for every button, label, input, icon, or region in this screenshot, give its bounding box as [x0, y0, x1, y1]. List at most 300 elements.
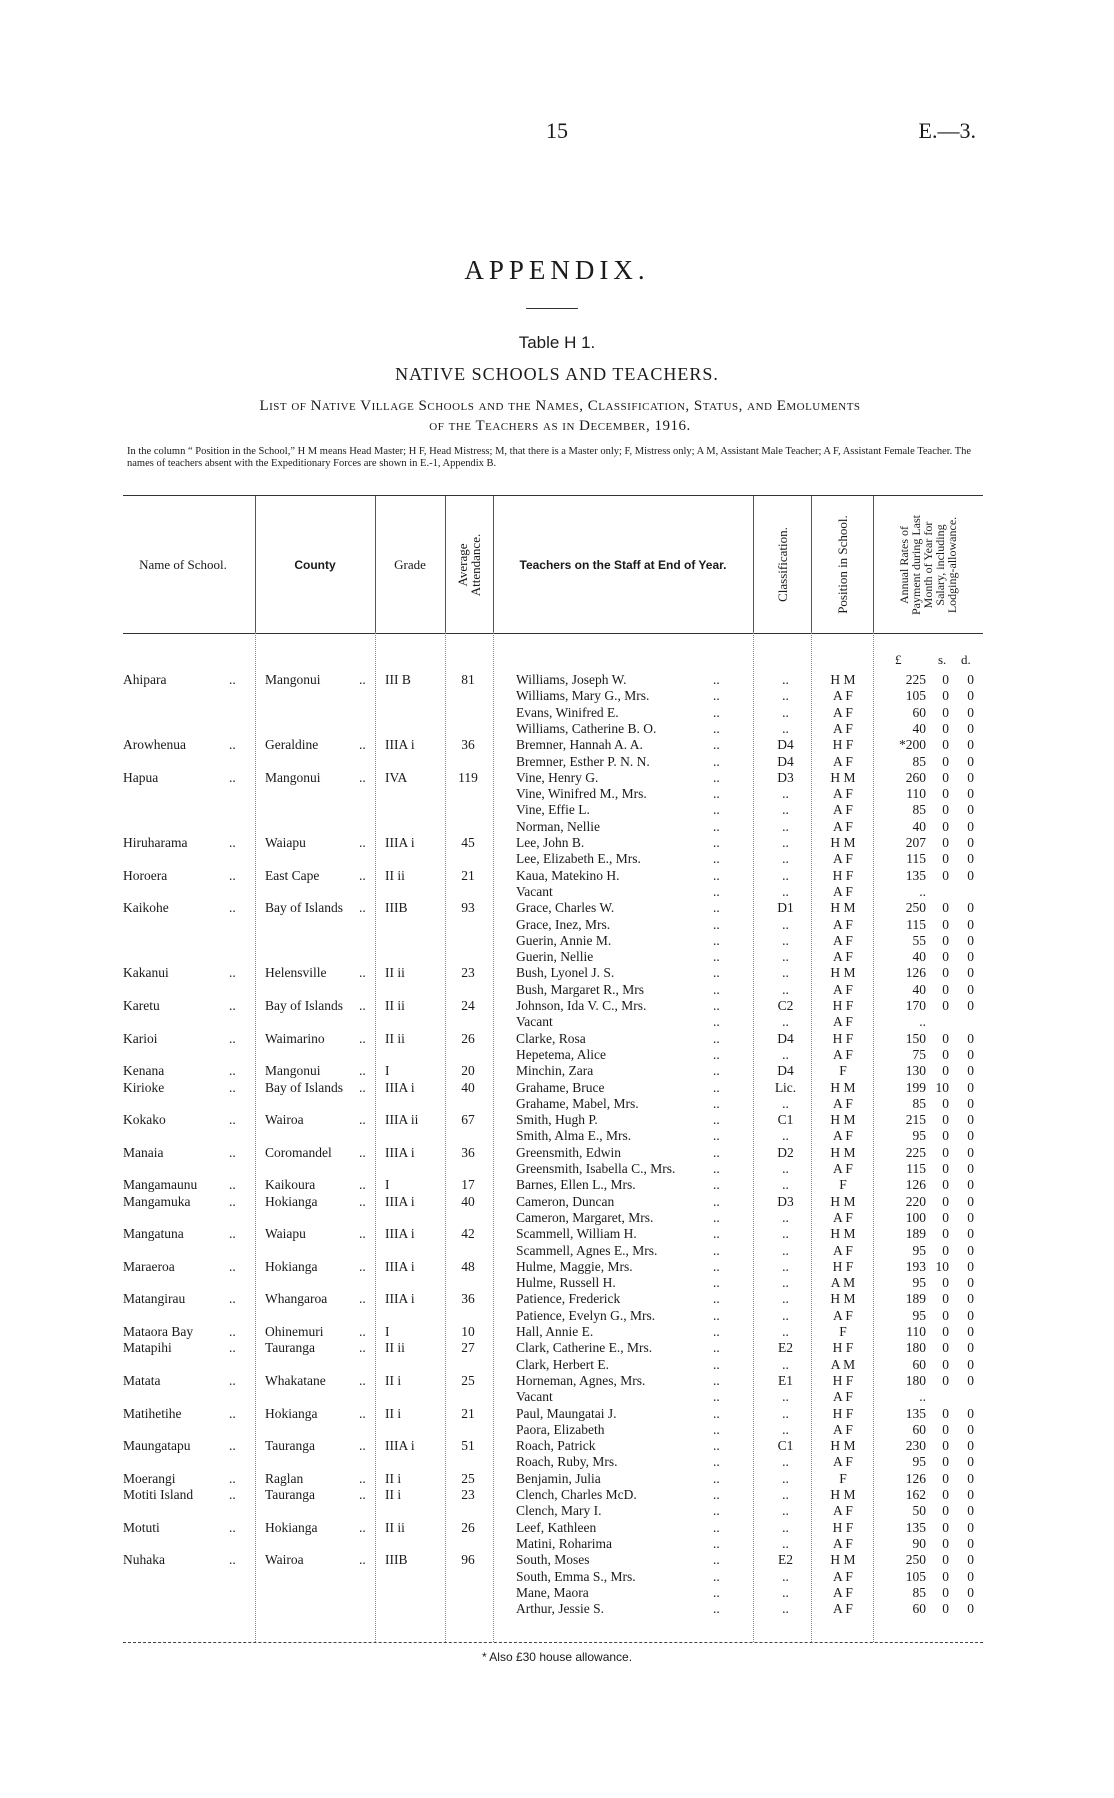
salary-pence: 0	[967, 802, 974, 818]
salary-pounds: 189	[905, 1226, 926, 1242]
average-attendance: 96	[461, 1552, 475, 1568]
table-row	[123, 1177, 983, 1193]
teacher-name: Vine, Henry G.	[516, 769, 599, 785]
leader-dots: ..	[359, 737, 366, 753]
teacher-name: Williams, Catherine B. O.	[516, 720, 657, 736]
table-row	[123, 786, 983, 802]
grade: II i	[385, 1470, 402, 1486]
table-row	[123, 1471, 983, 1487]
leader-dots: ..	[229, 1372, 236, 1388]
salary-pence: 0	[967, 672, 974, 687]
classification: ..	[782, 1519, 789, 1535]
table-note: In the column “ Position in the School,” H M means Head Master; H F, Head Mistress; M, that there is a Master only; F, Mistress only; A M, Assistant Male Teacher; A F, Assistant Female Teacher. The names of teachers absent with the Expeditionary Forces are shown in E.-1, Appendix B.	[127, 446, 972, 469]
leader-dots: ..	[713, 704, 720, 720]
position: H F	[832, 867, 854, 883]
position: H M	[830, 1079, 856, 1095]
salary-shillings: 0	[942, 1112, 949, 1128]
table-row	[123, 900, 983, 916]
position: A F	[833, 688, 853, 704]
salary-pence: 0	[967, 900, 974, 916]
salary-pence: 0	[967, 720, 974, 736]
teacher-name: Lee, John B.	[516, 835, 585, 850]
school-name: Maungatapu	[123, 1438, 191, 1454]
teacher-name: Smith, Hugh P.	[516, 1112, 598, 1128]
county-name: Coromandel	[265, 1144, 332, 1160]
header-grade	[375, 496, 445, 633]
average-attendance: 40	[461, 1079, 475, 1095]
salary-pounds: ..	[919, 883, 926, 899]
teacher-name: Hall, Annie E.	[516, 1324, 594, 1339]
leader-dots: ..	[713, 1487, 720, 1502]
classification: ..	[782, 1454, 789, 1470]
position: A F	[833, 1242, 853, 1258]
table-row	[123, 1063, 983, 1079]
position: H M	[830, 1291, 856, 1307]
salary-shillings: 0	[942, 688, 949, 704]
salary-pence: 0	[967, 1161, 974, 1176]
table-row	[123, 705, 983, 721]
salary-pence: 0	[967, 1128, 974, 1144]
salary-pence: 0	[967, 737, 974, 753]
average-attendance: 93	[461, 900, 475, 916]
position: A F	[833, 1128, 853, 1144]
salary-pence: 0	[967, 1209, 974, 1225]
salary-shillings: 0	[942, 932, 949, 948]
document-reference: E.—3.	[918, 118, 976, 143]
position: F	[839, 1177, 847, 1193]
header-attendance-label: Average Attendance.	[455, 533, 483, 596]
leader-dots: ..	[359, 1112, 366, 1128]
salary-pounds: 60	[912, 1421, 926, 1437]
grade: III B	[385, 672, 411, 687]
header-salary	[873, 496, 983, 633]
average-attendance: 40	[461, 1193, 475, 1209]
salary-pounds: ..	[919, 1014, 926, 1030]
salary-shillings: 0	[942, 1470, 949, 1486]
salary-shillings: 0	[942, 786, 949, 802]
salary-pence: 0	[967, 704, 974, 720]
header-school	[123, 496, 243, 633]
salary-shillings: 0	[942, 1535, 949, 1551]
table-row	[123, 1324, 983, 1340]
leader-dots: ..	[713, 1095, 720, 1111]
position: H M	[830, 672, 856, 687]
classification: ..	[782, 1095, 789, 1111]
county-name: Whakatane	[265, 1372, 326, 1388]
leader-dots: ..	[713, 1177, 720, 1193]
position: A F	[833, 1421, 853, 1437]
classification: ..	[782, 1405, 789, 1421]
salary-pounds: 215	[905, 1112, 926, 1128]
leader-dots: ..	[713, 1307, 720, 1323]
salary-shillings: 0	[942, 835, 949, 850]
table-row	[123, 851, 983, 867]
salary-pounds: 60	[912, 704, 926, 720]
salary-pounds: 180	[905, 1372, 926, 1388]
teacher-name: Lee, Elizabeth E., Mrs.	[516, 851, 641, 867]
grade: II ii	[385, 1030, 405, 1046]
average-attendance: 81	[461, 672, 475, 687]
leader-dots: ..	[713, 900, 720, 916]
classification: ..	[782, 949, 789, 965]
teacher-name: Smith, Alma E., Mrs.	[516, 1128, 632, 1144]
leader-dots: ..	[359, 1519, 366, 1535]
position: A M	[830, 1275, 856, 1291]
salary-pounds: 126	[905, 1177, 926, 1193]
classification: ..	[782, 1014, 789, 1030]
leader-dots: ..	[359, 867, 366, 883]
salary-pounds: 180	[905, 1340, 926, 1356]
leader-dots: ..	[229, 1030, 236, 1046]
salary-pence: 0	[967, 1242, 974, 1258]
classification: C2	[777, 998, 794, 1013]
grade: IIIB	[385, 900, 408, 916]
position: H F	[832, 998, 854, 1013]
teacher-name: Williams, Joseph W.	[516, 672, 627, 687]
school-name: Motuti	[123, 1519, 160, 1535]
leader-dots: ..	[713, 1046, 720, 1062]
salary-pence: 0	[967, 1601, 974, 1617]
salary-pence: 0	[967, 1487, 974, 1502]
classification: ..	[782, 867, 789, 883]
table-row	[123, 1047, 983, 1063]
school-name: Mataora Bay	[123, 1324, 194, 1339]
teacher-name: Barnes, Ellen L., Mrs.	[516, 1177, 636, 1193]
salary-pounds: ..	[919, 1389, 926, 1405]
teacher-name: Cameron, Duncan	[516, 1193, 615, 1209]
salary-pounds: 105	[905, 688, 926, 704]
position: A F	[833, 818, 853, 834]
pence-heading: d.	[961, 652, 971, 667]
table-row	[123, 1357, 983, 1373]
position: A F	[833, 1095, 853, 1111]
salary-pence: 0	[967, 1356, 974, 1372]
school-name: Ahipara	[123, 672, 167, 687]
salary-shillings: 0	[942, 1095, 949, 1111]
salary-shillings: 0	[942, 672, 949, 687]
classification: ..	[782, 1356, 789, 1372]
leader-dots: ..	[359, 1030, 366, 1046]
classification: E1	[778, 1372, 793, 1388]
average-attendance: 25	[461, 1470, 475, 1486]
table-row	[123, 1291, 983, 1307]
classification: C1	[777, 1438, 794, 1454]
county-name: Hokianga	[265, 1519, 318, 1535]
classification: ..	[782, 981, 789, 997]
salary-shillings: 0	[942, 1242, 949, 1258]
salary-shillings: 0	[942, 949, 949, 965]
leader-dots: ..	[713, 981, 720, 997]
teacher-name: Guerin, Annie M.	[516, 932, 612, 948]
salary-shillings: 0	[942, 1454, 949, 1470]
leader-dots: ..	[713, 1030, 720, 1046]
position: A F	[833, 1503, 853, 1519]
table-row	[123, 835, 983, 851]
grade: IIIA ii	[385, 1112, 419, 1128]
salary-shillings: 0	[942, 1046, 949, 1062]
salary-pence: 0	[967, 818, 974, 834]
leader-dots: ..	[713, 1128, 720, 1144]
classification: ..	[782, 1324, 789, 1339]
leader-dots: ..	[713, 1552, 720, 1568]
salary-pounds: 40	[912, 720, 926, 736]
table-row	[123, 1145, 983, 1161]
leader-dots: ..	[713, 1209, 720, 1225]
salary-pence: 0	[967, 1405, 974, 1421]
teacher-name: Clench, Charles McD.	[516, 1487, 637, 1502]
position: H M	[830, 1438, 856, 1454]
classification: ..	[782, 786, 789, 802]
teacher-name: Cameron, Margaret, Mrs.	[516, 1209, 654, 1225]
salary-pence: 0	[967, 1030, 974, 1046]
teacher-name: Leef, Kathleen	[516, 1519, 597, 1535]
county-name: Mangonui	[265, 1063, 321, 1079]
teacher-name: Clark, Catherine E., Mrs.	[516, 1340, 653, 1356]
county-name: East Cape	[265, 867, 320, 883]
leader-dots: ..	[713, 1584, 720, 1600]
table-row	[123, 1096, 983, 1112]
teacher-name: Grace, Inez, Mrs.	[516, 916, 611, 932]
county-name: Waiapu	[265, 835, 306, 850]
leader-dots: ..	[359, 1405, 366, 1421]
teacher-name: Mane, Maora	[516, 1584, 589, 1600]
salary-shillings: 0	[942, 1177, 949, 1193]
classification: ..	[782, 1421, 789, 1437]
salary-pence: 0	[967, 867, 974, 883]
grade: IVA	[385, 769, 408, 785]
classification: ..	[782, 1389, 789, 1405]
table-row	[123, 1389, 983, 1405]
average-attendance: 36	[461, 1144, 475, 1160]
table-row	[123, 1438, 983, 1454]
school-name: Kirioke	[123, 1079, 165, 1095]
salary-pounds: 135	[905, 1519, 926, 1535]
classification: ..	[782, 704, 789, 720]
salary-pence: 0	[967, 1421, 974, 1437]
classification: ..	[782, 1209, 789, 1225]
salary-pounds: 230	[905, 1438, 926, 1454]
salary-pence: 0	[967, 998, 974, 1013]
table-row	[123, 1259, 983, 1275]
table-row	[123, 1585, 983, 1601]
teacher-name: Bremner, Esther P. N. N.	[516, 753, 650, 769]
table-row	[123, 819, 983, 835]
position: H M	[830, 1487, 856, 1502]
salary-pounds: 115	[906, 851, 926, 867]
teacher-name: South, Moses	[516, 1552, 590, 1568]
position: A F	[833, 851, 853, 867]
teacher-name: Scammell, William H.	[516, 1226, 637, 1242]
salary-pence: 0	[967, 688, 974, 704]
position: A F	[833, 1535, 853, 1551]
school-name: Horoera	[123, 867, 168, 883]
salary-shillings: 0	[942, 1324, 949, 1339]
classification: ..	[782, 883, 789, 899]
classification: C1	[777, 1112, 794, 1128]
salary-shillings: 0	[942, 802, 949, 818]
position: A F	[833, 1014, 853, 1030]
list-title	[130, 396, 990, 436]
salary-pence: 0	[967, 1079, 974, 1095]
table-row	[123, 1503, 983, 1519]
school-name: Karioi	[123, 1030, 158, 1046]
leader-dots: ..	[713, 835, 720, 850]
school-name: Matihetihe	[123, 1405, 182, 1421]
teacher-name: Grace, Charles W.	[516, 900, 615, 916]
salary-pence: 0	[967, 1568, 974, 1584]
classification: D3	[777, 1193, 794, 1209]
position: A F	[833, 720, 853, 736]
position: A F	[833, 1568, 853, 1584]
teacher-name: Johnson, Ida V. C., Mrs.	[516, 998, 647, 1013]
position: A F	[833, 704, 853, 720]
leader-dots: ..	[713, 1519, 720, 1535]
leader-dots: ..	[229, 1291, 236, 1307]
salary-pence: 0	[967, 1193, 974, 1209]
salary-shillings: 0	[942, 737, 949, 753]
leader-dots: ..	[713, 949, 720, 965]
leader-dots: ..	[229, 1340, 236, 1356]
salary-pounds: 85	[912, 1584, 926, 1600]
leader-dots: ..	[713, 737, 720, 753]
table-row	[123, 1569, 983, 1585]
school-name: Kokako	[123, 1112, 166, 1128]
position: A F	[833, 1307, 853, 1323]
position: A F	[833, 949, 853, 965]
leader-dots: ..	[713, 998, 720, 1013]
leader-dots: ..	[359, 998, 366, 1013]
grade: IIIA i	[385, 1193, 415, 1209]
salary-pounds: 130	[905, 1063, 926, 1079]
table-row	[123, 982, 983, 998]
salary-pounds: 250	[905, 1552, 926, 1568]
salary-pounds: 85	[912, 802, 926, 818]
table-row	[123, 1226, 983, 1242]
salary-pounds: 50	[912, 1503, 926, 1519]
list-title-line-1: List of Native Village Schools and the Names, Classification, Status, and Emoluments	[259, 398, 861, 414]
school-name: Hapua	[123, 769, 159, 785]
teacher-name: Vine, Effie L.	[516, 802, 590, 818]
salary-shillings: 0	[942, 1226, 949, 1242]
position: H M	[830, 1112, 856, 1128]
salary-shillings: 0	[942, 965, 949, 981]
leader-dots: ..	[713, 1161, 720, 1176]
salary-pounds: 100	[905, 1209, 926, 1225]
header-teachers	[493, 496, 753, 633]
leader-dots: ..	[713, 1324, 720, 1339]
average-attendance: 24	[461, 998, 475, 1013]
salary-shillings: 0	[942, 704, 949, 720]
leader-dots: ..	[713, 753, 720, 769]
title-divider	[526, 308, 578, 309]
salary-pence: 0	[967, 1275, 974, 1291]
teacher-name: Grahame, Bruce	[516, 1079, 605, 1095]
table-row	[123, 1080, 983, 1096]
table-row	[123, 1487, 983, 1503]
average-attendance: 26	[461, 1030, 475, 1046]
leader-dots: ..	[359, 1079, 366, 1095]
table-row	[123, 1601, 983, 1617]
leader-dots: ..	[359, 1324, 366, 1339]
salary-pence: 0	[967, 1291, 974, 1307]
table-title: NATIVE SCHOOLS AND TEACHERS.	[395, 364, 719, 384]
teacher-name: Evans, Winifred E.	[516, 704, 619, 720]
average-attendance: 23	[461, 965, 475, 981]
grade: I	[385, 1063, 390, 1079]
leader-dots: ..	[359, 1177, 366, 1193]
table-row	[123, 1373, 983, 1389]
table-row	[123, 1275, 983, 1291]
classification: ..	[782, 1307, 789, 1323]
teacher-name: Paul, Maungatai J.	[516, 1405, 617, 1421]
leader-dots: ..	[713, 1503, 720, 1519]
teacher-name: Horneman, Agnes, Mrs.	[516, 1372, 646, 1388]
position: F	[839, 1324, 847, 1339]
salary-pounds: 126	[905, 1470, 926, 1486]
classification: ..	[782, 672, 789, 687]
school-name: Kenana	[123, 1063, 165, 1079]
county-name: Tauranga	[265, 1438, 316, 1454]
school-name: Mangamuka	[123, 1193, 191, 1209]
header-grade-label: Grade	[394, 556, 426, 572]
salary-shillings: 0	[942, 1552, 949, 1568]
footnote: * Also £30 house allowance.	[481, 1650, 633, 1664]
classification: ..	[782, 965, 789, 981]
leader-dots: ..	[713, 965, 720, 981]
salary-pounds: 60	[912, 1601, 926, 1617]
teacher-name: Bush, Margaret R., Mrs	[516, 981, 644, 997]
table-row	[123, 672, 983, 688]
salary-shillings: 0	[942, 1128, 949, 1144]
salary-pence: 0	[967, 916, 974, 932]
teacher-name: Grahame, Mabel, Mrs.	[516, 1095, 639, 1111]
teacher-name: Vacant	[516, 883, 553, 899]
classification: ..	[782, 1226, 789, 1242]
salary-pence: 0	[967, 1372, 974, 1388]
position: A F	[833, 883, 853, 899]
salary-shillings: 0	[942, 981, 949, 997]
classification: ..	[782, 1503, 789, 1519]
teacher-name: Vine, Winifred M., Mrs.	[516, 786, 647, 802]
salary-shillings: 0	[942, 1438, 949, 1454]
classification: ..	[782, 1128, 789, 1144]
teacher-name: Greensmith, Edwin	[516, 1144, 621, 1160]
teacher-name: Hepetema, Alice	[516, 1046, 606, 1062]
teacher-name: Roach, Ruby, Mrs.	[516, 1454, 618, 1470]
county-name: Raglan	[265, 1470, 304, 1486]
position: H M	[830, 769, 856, 785]
table-header	[123, 495, 983, 634]
leader-dots: ..	[229, 1552, 236, 1568]
position: A F	[833, 786, 853, 802]
position: F	[839, 1063, 847, 1079]
salary-pounds: 40	[912, 818, 926, 834]
salary-pence: 0	[967, 932, 974, 948]
salary-shillings: 0	[942, 1307, 949, 1323]
table-row	[123, 802, 983, 818]
leader-dots: ..	[359, 1552, 366, 1568]
teacher-name: Clarke, Rosa	[516, 1030, 586, 1046]
salary-shillings: 0	[942, 1487, 949, 1502]
salary-pence: 0	[967, 1438, 974, 1454]
school-name: Mangamaunu	[123, 1177, 198, 1193]
classification: ..	[782, 818, 789, 834]
leader-dots: ..	[229, 672, 236, 687]
salary-pounds: 55	[912, 932, 926, 948]
classification: ..	[782, 1242, 789, 1258]
salary-pounds: 207	[905, 835, 926, 850]
leader-dots: ..	[229, 1193, 236, 1209]
